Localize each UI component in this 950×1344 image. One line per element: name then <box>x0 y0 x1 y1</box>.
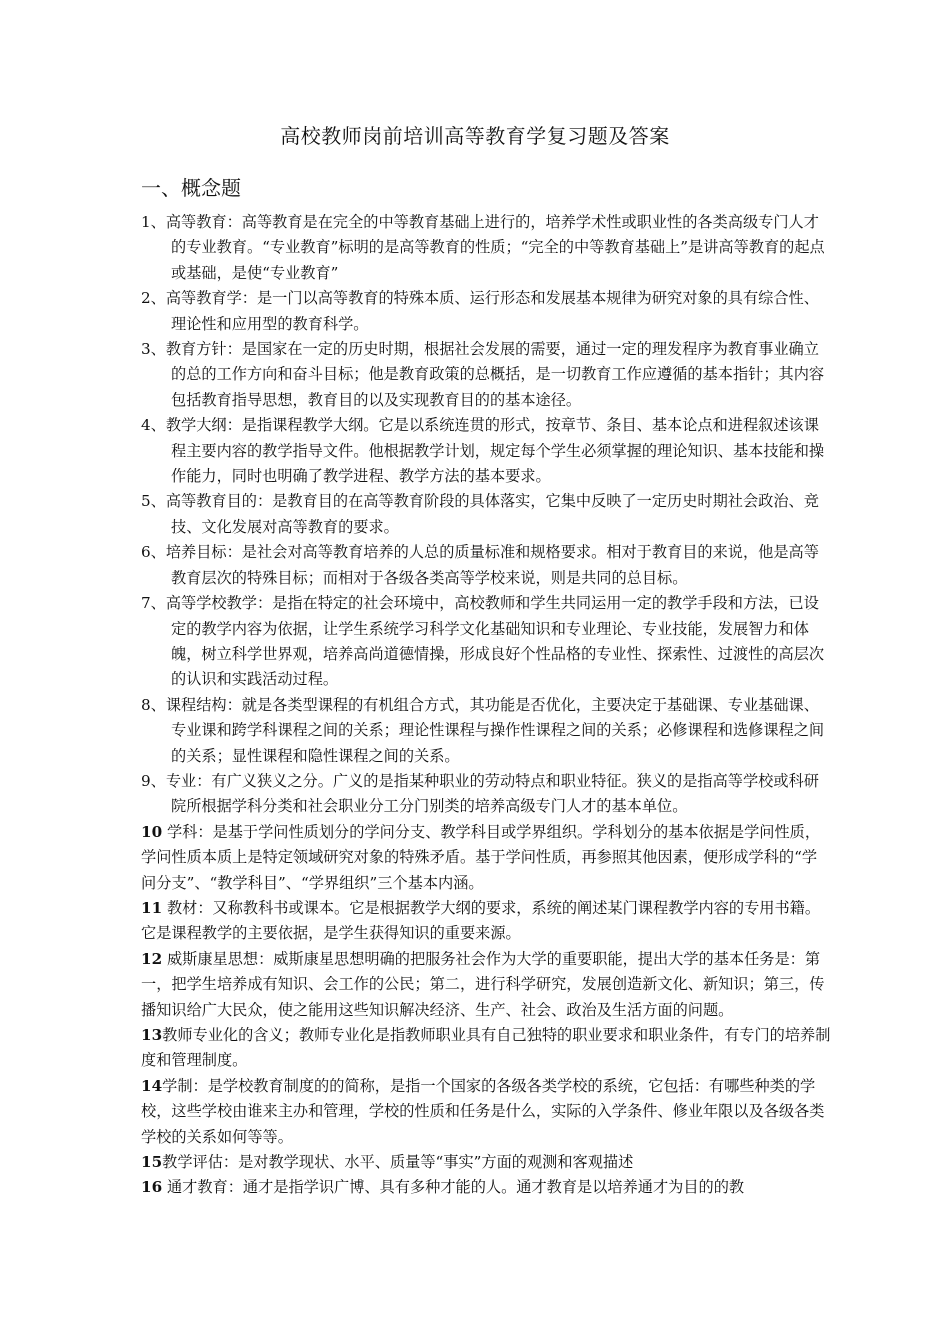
list-item <box>141 489 831 540</box>
item-number: 6、 <box>141 543 166 562</box>
list-item <box>141 286 831 337</box>
list-item <box>141 693 831 769</box>
item-number: 7、 <box>141 594 166 613</box>
item-number: 8、 <box>141 695 166 714</box>
list-item <box>141 210 831 286</box>
item-number: 2、 <box>141 289 166 308</box>
item-number: 16 <box>141 1178 163 1197</box>
section-heading: 一、概念题 <box>141 176 241 200</box>
item-number: 4、 <box>141 416 166 435</box>
item-text: 教学评估：是对教学现状、水平、质量等“事实”方面的观测和客观描述 <box>162 1153 634 1172</box>
item-number: 3、 <box>141 340 166 359</box>
list-item <box>141 1023 831 1074</box>
item-text: 培养目标：是社会对高等教育培养的人总的质量标准和规格要求。相对于教育目的来说，他是高等教育层次的特殊目标；而相对于各级各类高等学校来说，则是共同的总目标。 <box>165 543 819 587</box>
list-item <box>141 337 831 413</box>
item-text: 教育方针：是国家在一定的历史时期，根据社会发展的需要，通过一定的理发程序为教育事业确立的总的工作方向和奋斗目标；他是教育政策的总概括，是一切教育工作应遵循的基本指针；其内容包括教育指导思想，教育目的以及实现教育目的的基本途径。 <box>165 340 825 409</box>
item-number: 13 <box>141 1026 163 1044</box>
item-number: 11 <box>141 898 163 917</box>
list-item <box>141 591 831 693</box>
list-item <box>141 947 831 1023</box>
item-text: 教师专业化的含义；教师专业化是指教师职业具有自己独特的职业要求和职业条件，有专门的培养制度和管理制度。 <box>141 1026 831 1070</box>
item-number: 9、 <box>141 771 166 790</box>
item-text: 通才教育：通才是指学识广博、具有多种才能的人。通才教育是以培养通才为目的的教 <box>162 1178 745 1197</box>
item-text: 学制：是学校教育制度的的简称，是指一个国家的各级各类学校的系统，它包括：有哪些种类的学校，这些学校由谁来主办和管理，学校的性质和任务是什么，实际的入学条件、修业年限以及各级各类学校的关系如何等等。 <box>141 1076 825 1146</box>
list-item <box>141 1175 831 1200</box>
item-number: 12 <box>141 949 163 968</box>
item-number: 14 <box>141 1076 163 1095</box>
item-number: 1、 <box>141 213 166 231</box>
item-text: 学科：是基于学问性质划分的学问分支、教学科目或学界组织。学科划分的基本依据是学问性质，学问性质本质上是特定领域研究对象的特殊矛盾。基于学问性质，再参照其他因素，便形成学科的“学问分支”、“教学科目”、“学界组织”三个基本内涵。 <box>141 822 821 892</box>
list-item <box>141 413 831 489</box>
concept-list <box>141 210 831 1201</box>
item-text: 教学大纲：是指课程教学大纲。它是以系统连贯的形式，按章节、条目、基本论点和进程叙述该课程主要内容的教学指导文件。他根据教学计划，规定每个学生必须掌握的理论知识、基本技能和操作能力，同时也明确了教学进程、教学方法的基本要求。 <box>165 416 825 486</box>
list-item <box>141 820 831 896</box>
item-text: 专业：有广义狭义之分。广义的是指某种职业的劳动特点和职业特征。狭义的是指高等学校或科研院所根据学科分类和社会职业分工分门别类的培养高级专门人才的基本单位。 <box>165 771 819 816</box>
item-text: 高等教育学：是一门以高等教育的特殊本质、运行形态和发展基本规律为研究对象的具有综合性、理论性和应用型的教育科学。 <box>165 289 819 333</box>
item-text: 高等学校教学：是指在特定的社会环境中，高校教师和学生共同运用一定的教学手段和方法，已设定的教学内容为依据，让学生系统学习科学文化基础知识和专业理论、专业技能，发展智力和体魄，树立科学世界观，培养高尚道德情操，形成良好个性品格的专业性、探索性、过渡性的高层次的认识和实践活动过程。 <box>165 594 825 689</box>
item-number: 15 <box>141 1153 163 1172</box>
item-text: 教材：又称教科书或课本。它是根据教学大纲的要求，系统的阐述某门课程教学内容的专用书籍。它是课程教学的主要依据，是学生获得知识的重要来源。 <box>141 898 821 943</box>
list-item <box>141 896 831 947</box>
document-title: 高校教师岗前培训高等教育学复习题及答案 <box>280 124 670 148</box>
item-text: 威斯康星思想：威斯康星思想明确的把服务社会作为大学的重要职能，提出大学的基本任务是：第一，把学生培养成有知识、会工作的公民；第二，进行科学研究，发展创造新文化、新知识；第三，传播知识给广大民众，使之能用这些知识解决经济、生产、社会、政治及生活方面的问题。 <box>141 949 825 1019</box>
list-item <box>141 1150 831 1175</box>
list-item <box>141 540 831 591</box>
item-text: 高等教育目的：是教育目的在高等教育阶段的具体落实，它集中反映了一定历史时期社会政治、竞技、文化发展对高等教育的要求。 <box>165 492 819 536</box>
item-number: 5、 <box>141 492 166 511</box>
list-item <box>141 1074 831 1150</box>
item-number: 10 <box>141 822 163 841</box>
item-text: 课程结构：就是各类型课程的有机组合方式，其功能是否优化，主要决定于基础课、专业基础课、专业课和跨学科课程之间的关系；理论性课程与操作性课程之间的关系；必修课程和选修课程之间的关系；显性课程和隐性课程之间的关系。 <box>165 695 825 765</box>
item-text: 高等教育：高等教育是在完全的中等教育基础上进行的，培养学术性或职业性的各类高级专门人才的专业教育。“专业教育”标明的是高等教育的性质；“完全的中等教育基础上”是讲高等教育的起点或基础，是使“专业教育” <box>165 213 825 282</box>
list-item <box>141 769 831 820</box>
